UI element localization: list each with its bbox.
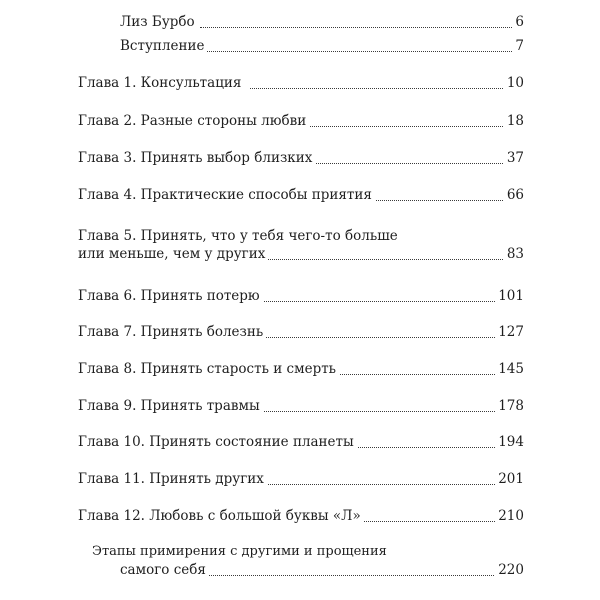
toc-entry-chapter-10[interactable] (0, 434, 600, 452)
toc-entry-chapter-6[interactable] (0, 288, 600, 306)
toc-entry-title: Глава 1. Консультация (78, 75, 244, 91)
toc-entry-page: 83 (504, 246, 524, 262)
toc-entry-chapter-4[interactable] (0, 187, 600, 205)
toc-entry-title: Глава 6. Принять потерю (78, 288, 263, 304)
toc-entry-chapter-7[interactable] (0, 324, 600, 342)
leader-dots (250, 88, 515, 89)
toc-entry-title: Глава 2. Разные стороны любви (78, 113, 309, 129)
toc-entry-title: Глава 8. Принять старость и смерть (78, 361, 339, 377)
toc-entry-appendix[interactable] (0, 544, 600, 580)
toc-entry-page: 101 (495, 288, 524, 304)
leader-dots (250, 411, 515, 412)
toc-entry-page: 178 (495, 398, 524, 414)
toc-entry-chapter-3[interactable] (0, 150, 600, 168)
toc-entry-title: Глава 7. Принять болезнь (78, 324, 266, 340)
toc-entry-page: 18 (504, 113, 524, 129)
leader-dots (190, 575, 510, 576)
toc-entry-title-line1: Этапы примирения с другими и прощения (92, 544, 387, 559)
toc-entry-author[interactable] (0, 14, 600, 32)
toc-entry-page: 145 (495, 361, 524, 377)
toc-entry-chapter-5[interactable] (0, 228, 600, 264)
toc-entry-chapter-11[interactable] (0, 471, 600, 489)
leader-dots (250, 484, 515, 485)
toc-entry-page: 127 (495, 324, 524, 340)
toc-entry-page: 220 (495, 562, 524, 578)
toc-entry-title: Глава 9. Принять травмы (78, 398, 263, 414)
toc-entry-page: 7 (512, 38, 524, 54)
toc-entry-page: 201 (495, 471, 524, 487)
toc-entry-page: 194 (495, 434, 524, 450)
leader-dots (250, 337, 515, 338)
toc-entry-title: Глава 4. Практические способы приятия (78, 187, 375, 203)
toc-entry-page: 6 (512, 14, 524, 30)
toc-entry-chapter-8[interactable] (0, 361, 600, 379)
toc-entry-title: Глава 10. Принять состояние планеты (78, 434, 357, 450)
toc-entry-page: 66 (504, 187, 524, 203)
toc-entry-title: Глава 12. Любовь с большой буквы «Л» (78, 508, 364, 524)
toc-entry-title: Глава 11. Принять других (78, 471, 267, 487)
toc-entry-chapter-1[interactable] (0, 75, 600, 93)
toc-entry-title: Вступление (120, 38, 207, 54)
toc-entry-title: Глава 3. Принять выбор близких (78, 150, 315, 166)
toc-entry-chapter-12[interactable] (0, 508, 600, 526)
toc-entry-title: Лиз Бурбо (120, 14, 198, 30)
toc-entry-title-line1: Глава 5. Принять, что у тебя чего-то больше (78, 228, 398, 244)
leader-dots (250, 259, 515, 260)
toc-entry-introduction[interactable] (0, 38, 600, 56)
toc-entry-page: 210 (495, 508, 524, 524)
toc-entry-page: 10 (504, 75, 524, 91)
leader-dots (200, 51, 518, 52)
toc-entry-page: 37 (504, 150, 524, 166)
toc-entry-title-line2: самого себя (120, 562, 209, 578)
toc-entry-chapter-9[interactable] (0, 398, 600, 416)
leader-dots (200, 27, 518, 28)
leader-dots (250, 301, 515, 302)
toc-entry-title-line2: или меньше, чем у других (78, 246, 268, 262)
toc-entry-chapter-2[interactable] (0, 113, 600, 131)
